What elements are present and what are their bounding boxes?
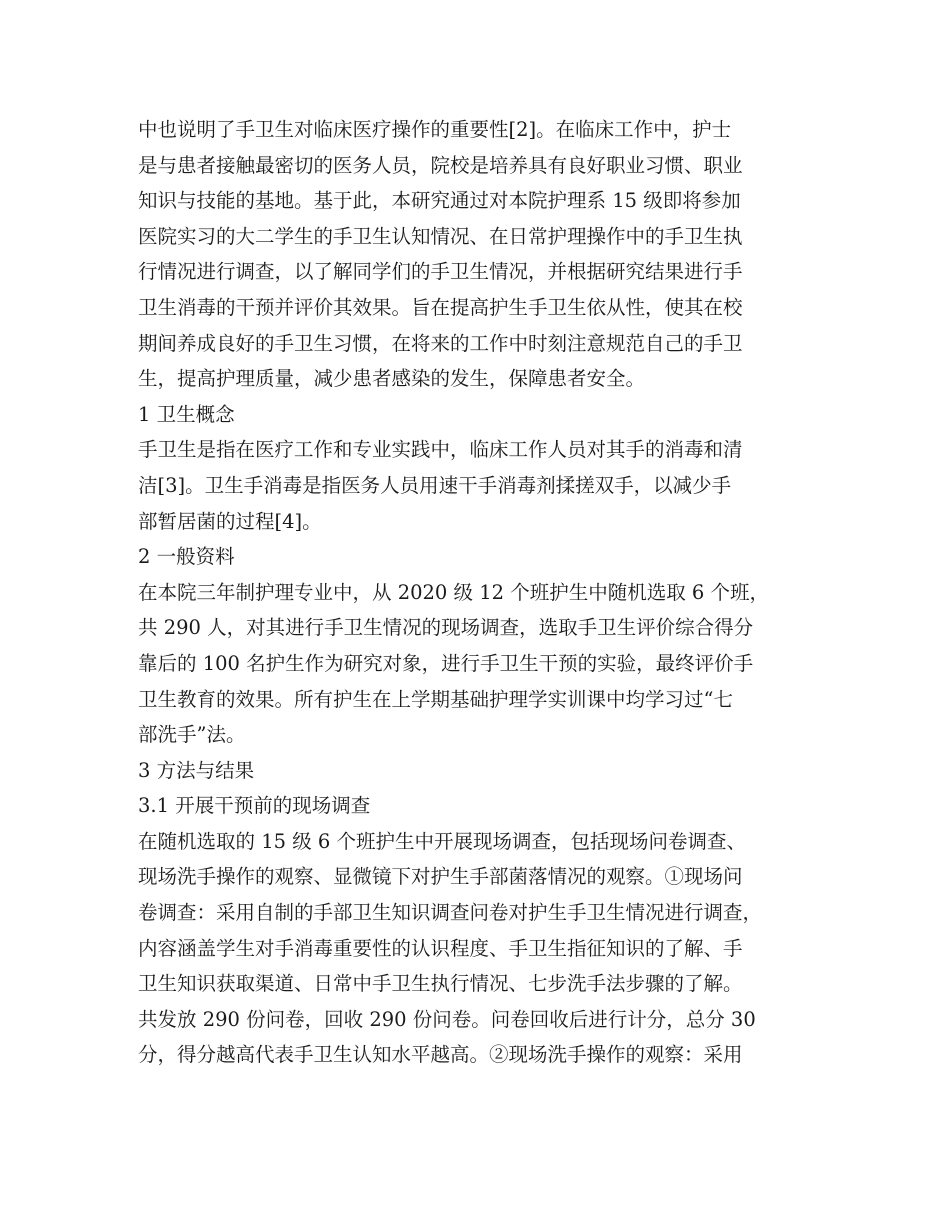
text-line: 部洗手”法。 xyxy=(138,723,246,747)
section-1-paragraph xyxy=(138,432,818,539)
text-line: 在随机选取的 15 级 6 个班护生中开展现场调查，包括现场问卷调查、 xyxy=(138,829,747,853)
text-line: 期间养成良好的手卫生习惯，在将来的工作中时刻注意规范自己的手卫 xyxy=(138,331,743,355)
intro-paragraph xyxy=(138,112,818,397)
section-heading-1: 1 卫生概念 xyxy=(138,402,235,426)
subsection-heading-3-1: 3.1 开展干预前的现场调查 xyxy=(138,794,371,818)
document-body xyxy=(138,112,818,1073)
text-line: 手卫生是指在医疗工作和专业实践中，临床工作人员对其手的消毒和清 xyxy=(138,438,743,462)
text-line: 部暂居菌的过程[4]。 xyxy=(138,509,322,533)
text-line: 中也说明了手卫生对临床医疗操作的重要性[2]。在临床工作中，护士 xyxy=(138,118,732,141)
text-line: 行情况进行调查，以了解同学们的手卫生情况，并根据研究结果进行手 xyxy=(138,260,743,284)
text-line: 共 290 人，对其进行手卫生情况的现场调查，选取手卫生评价综合得分 xyxy=(138,616,754,640)
text-line: 生，提高护理质量，减少患者感染的发生，保障患者安全。 xyxy=(138,367,646,391)
text-line: 医院实习的大二学生的手卫生认知情况、在日常护理操作中的手卫生执 xyxy=(138,224,743,248)
text-line: 分，得分越高代表手卫生认知水平越高。②现场洗手操作的观察：采用 xyxy=(138,1043,743,1067)
text-line: 卷调查：采用自制的手部卫生知识调查问卷对护生手卫生情况进行调查， xyxy=(138,901,763,925)
text-line: 现场洗手操作的观察、显微镜下对护生手部菌落情况的观察。①现场问 xyxy=(138,865,743,889)
section-heading-2: 2 一般资料 xyxy=(138,545,235,569)
text-line: 在本院三年制护理专业中，从 2020 级 12 个班护生中随机选取 6 个班， xyxy=(138,580,770,604)
text-line: 共发放 290 份问卷，回收 290 份问卷。问卷回收后进行计分，总分 30 xyxy=(138,1007,756,1031)
text-line: 靠后的 100 名护生作为研究对象，进行手卫生干预的实验，最终评价手 xyxy=(138,651,754,675)
text-line: 卫生消毒的干预并评价其效果。旨在提高护生手卫生依从性，使其在校 xyxy=(138,295,743,319)
section-3-1-paragraph xyxy=(138,824,818,1073)
text-line: 卫生知识获取渠道、日常中手卫生执行情况、七步洗手法步骤的了解。 xyxy=(138,972,743,996)
text-line: 洁[3]。卫生手消毒是指医务人员用速干手消毒剂揉搓双手，以减少手 xyxy=(138,473,732,497)
text-line: 内容涵盖学生对手消毒重要性的认识程度、手卫生指征知识的了解、手 xyxy=(138,936,743,960)
section-2-paragraph xyxy=(138,575,818,753)
section-heading-3: 3 方法与结果 xyxy=(138,758,255,782)
text-line: 卫生教育的效果。所有护生在上学期基础护理学实训课中均学习过“七 xyxy=(138,687,733,711)
text-line: 知识与技能的基地。基于此，本研究通过对本院护理系 15 级即将参加 xyxy=(138,189,741,213)
text-line: 是与患者接触最密切的医务人员，院校是培养具有良好职业习惯、职业 xyxy=(138,153,743,177)
